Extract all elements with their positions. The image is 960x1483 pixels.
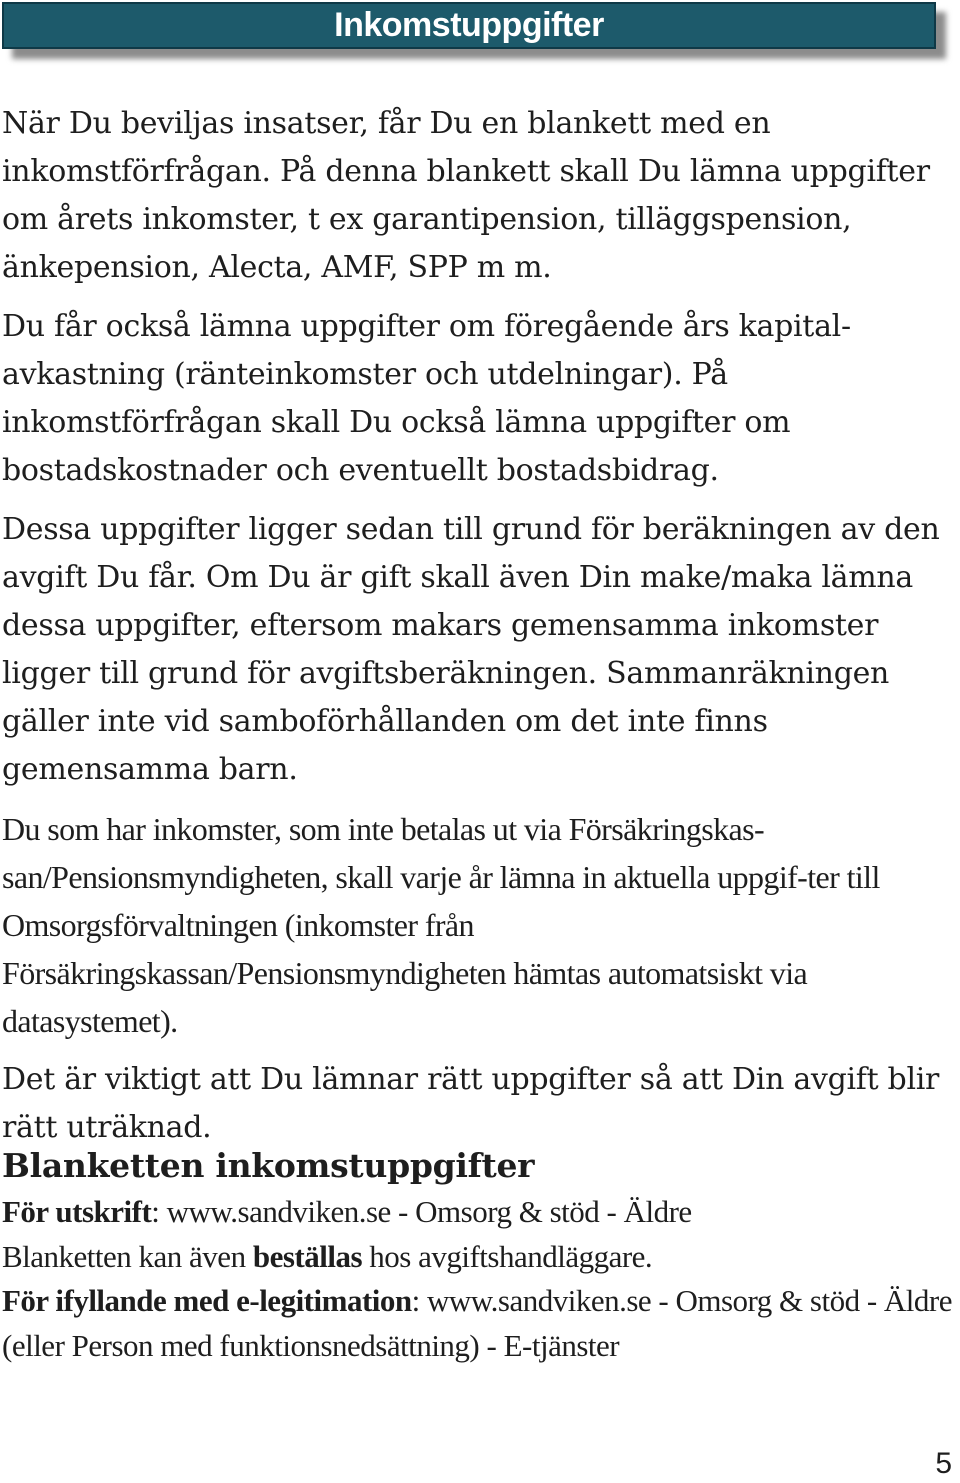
- paragraph-capital: Du får också lämna uppgifter om föregående års kapital-avkastning (ränteinkomster och utdelningar). På inkomstförfrågan skall Du också lämna uppgifter om bostadskostnader och eventuellt bostadsbidrag.: [2, 309, 851, 488]
- print-line: [2, 1190, 957, 1235]
- paragraph-other-income: Du som har inkomster, som inte betalas ut via Försäkringskas-san/Pensionsmyndigheten, skall varje år lämna in aktuella uppgif-ter till Omsorgsförvaltningen (inkomster från Försäkringskassan/Pensionsmyndigheten hämtas automatsiskt via datasystemet).: [2, 811, 880, 1039]
- body-text: [2, 100, 957, 1163]
- order-line: [2, 1235, 957, 1280]
- section-heading: Blanketten inkomstuppgifter: [2, 1146, 535, 1185]
- paragraph-basis: Dessa uppgifter ligger sedan till grund för beräkningen av den avgift Du får. Om Du är gift skall även Din make/maka lämna dessa uppgifter, eftersom makars gemensamma inkomster ligger till grund för avgiftsberäkningen. Sammanräkningen gäller inte vid samboförhållanden om det inte finns gemensamma barn.: [2, 512, 940, 787]
- paragraph-intro: När Du beviljas insatser, får Du en blankett med en inkomstförfrågan. På denna blankett skall Du lämna uppgifter om årets inkomster, t ex garantipension, tilläggspension, änkepension, Alecta, AMF, SPP m m.: [2, 106, 930, 285]
- paragraph-important: Det är viktigt att Du lämnar rätt uppgifter så att Din avgift blir rätt uträknad.: [2, 1062, 940, 1145]
- order-suffix: hos avgiftshandläggare.: [362, 1238, 653, 1274]
- page-number: 5: [935, 1447, 952, 1480]
- elegit-line: [2, 1279, 957, 1368]
- elegit-path: : www.sandviken.se - Omsorg & stöd - Äldre (eller Person med funktionsnedsättning) - E-tjänster: [2, 1283, 953, 1363]
- order-bold: beställas: [252, 1238, 363, 1274]
- print-path: : www.sandviken.se - Omsorg & stöd - Äldre: [151, 1194, 692, 1229]
- elegit-label: För ifyllande med e-legitimation: [2, 1283, 412, 1318]
- order-prefix: Blanketten kan även: [2, 1238, 253, 1274]
- page-title: Inkomstuppgifter: [334, 6, 604, 44]
- header-bar: [2, 2, 936, 49]
- blankett-section: [2, 1142, 957, 1368]
- header: [2, 2, 936, 49]
- print-label: För utskrift: [2, 1194, 152, 1229]
